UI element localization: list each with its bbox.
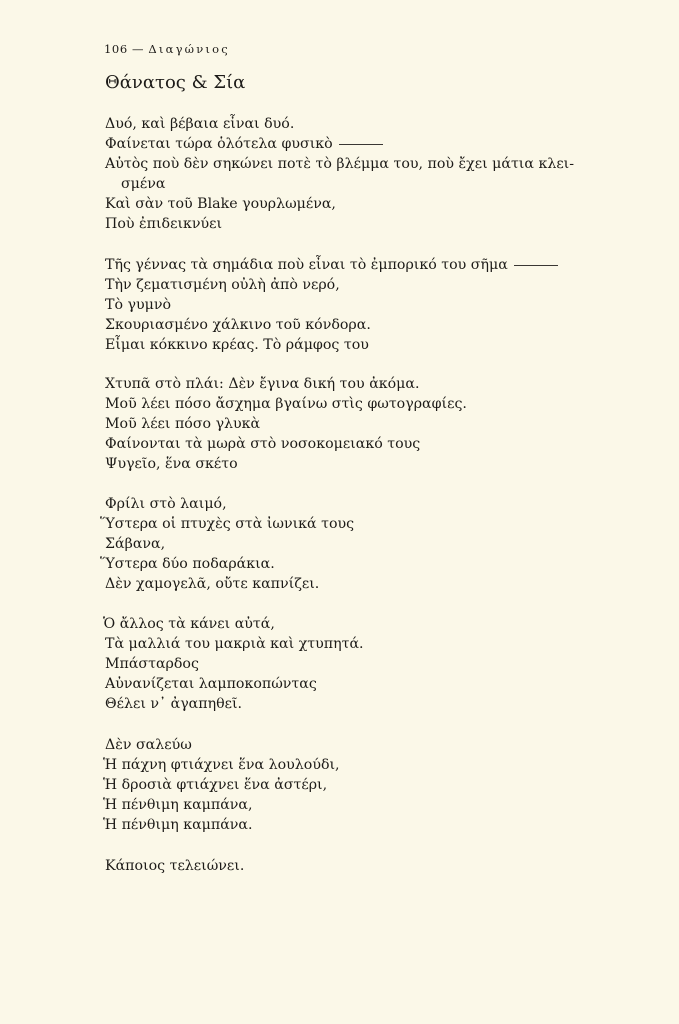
poem-line: Τὸ γυμνὸ xyxy=(105,297,172,313)
poem-line: Ἡ δροσιὰ φτιάχνει ἕνα ἀστέρι, xyxy=(103,777,328,793)
poem-line: Ἡ πένθιμη καμπάνα, xyxy=(103,797,253,813)
poem-line: Ποὺ ἐπιδεικνύει xyxy=(105,216,223,232)
running-head-dash: — xyxy=(132,42,145,56)
poem-line: Τὴν ζεματισμένη οὐλὴ ἀπὸ νερό, xyxy=(105,277,340,293)
running-head xyxy=(104,42,230,56)
running-head-author: Διαγώνιος xyxy=(148,42,230,56)
poem-line: Μπάσταρδος xyxy=(105,656,199,672)
poem-line: Φαίνονται τὰ μωρὰ στὸ νοσοκομειακό τους xyxy=(105,436,421,452)
poem-line-text: Φαίνεται τώρα ὁλότελα φυσικὸ xyxy=(105,136,333,152)
poem-line: Ἡ πάχνη φτιάχνει ἕνα λουλούδι, xyxy=(103,757,340,773)
poem-line: Μοῦ λέει πόσο ἄσχημα βγαίνω στὶς φωτογραφίες. xyxy=(105,396,467,412)
poem-line: Κάποιος τελειώνει. xyxy=(105,858,245,874)
poem-line: Θέλει ν᾽ ἀγαπηθεῖ. xyxy=(105,696,243,712)
poem-line: Δὲν σαλεύω xyxy=(105,737,192,753)
poem-line: Μοῦ λέει πόσο γλυκὰ xyxy=(105,416,261,432)
page-number: 106 xyxy=(104,42,128,56)
poem-line: Φρίλι στὸ λαιμό, xyxy=(105,496,227,512)
poem-line: Δὲν χαμογελᾶ, οὔτε καπνίζει. xyxy=(105,576,320,592)
poem-line: Ἡ πένθιμη καμπάνα. xyxy=(103,817,253,833)
poem-line: Αὐτὸς ποὺ δὲν σηκώνει ποτὲ τὸ βλέμμα του, ποὺ ἔχει μάτια κλει- xyxy=(105,156,575,172)
poem-line xyxy=(105,134,383,154)
poem-line: Σάβανα, xyxy=(105,536,166,552)
poem-line: Δυό, καὶ βέβαια εἶναι δυό. xyxy=(105,116,295,132)
poem-line-text: Τῆς γέννας τὰ σημάδια ποὺ εἶναι τὸ ἐμπορικό του σῆμα xyxy=(105,257,508,273)
poem-line: Αὐνανίζεται λαμποκοπώντας xyxy=(105,676,317,692)
poem-line: Εἶμαι κόκκινο κρέας. Τὸ ράμφος του xyxy=(105,337,369,353)
poem-line: σμένα xyxy=(121,176,166,192)
poem-line: Ψυγεῖο, ἕνα σκέτο xyxy=(105,456,238,472)
poem-line: Τὰ μαλλιά του μακριὰ καὶ χτυπητά. xyxy=(105,636,364,652)
poem-title: Θάνατος & Σία xyxy=(105,72,246,93)
poem-line: Σκουριασμένο χάλκινο τοῦ κόνδορα. xyxy=(105,317,371,333)
poem-line: Χτυπᾶ στὸ πλάι: Δὲν ἔγινα δική του ἀκόμα. xyxy=(105,376,420,392)
poem-line: Καὶ σὰν τοῦ Blake γουρλωμένα, xyxy=(105,196,336,212)
poem-line: Ὕστερα δύο ποδαράκια. xyxy=(100,556,275,572)
poem-line: Ὁ ἄλλος τὰ κάνει αὐτά, xyxy=(103,616,275,632)
dash-rule xyxy=(514,265,558,266)
dash-rule xyxy=(339,144,383,145)
poem-line xyxy=(105,255,558,275)
poem-line: Ὕστερα οἱ πτυχὲς στὰ ἰωνικά τους xyxy=(100,516,355,532)
